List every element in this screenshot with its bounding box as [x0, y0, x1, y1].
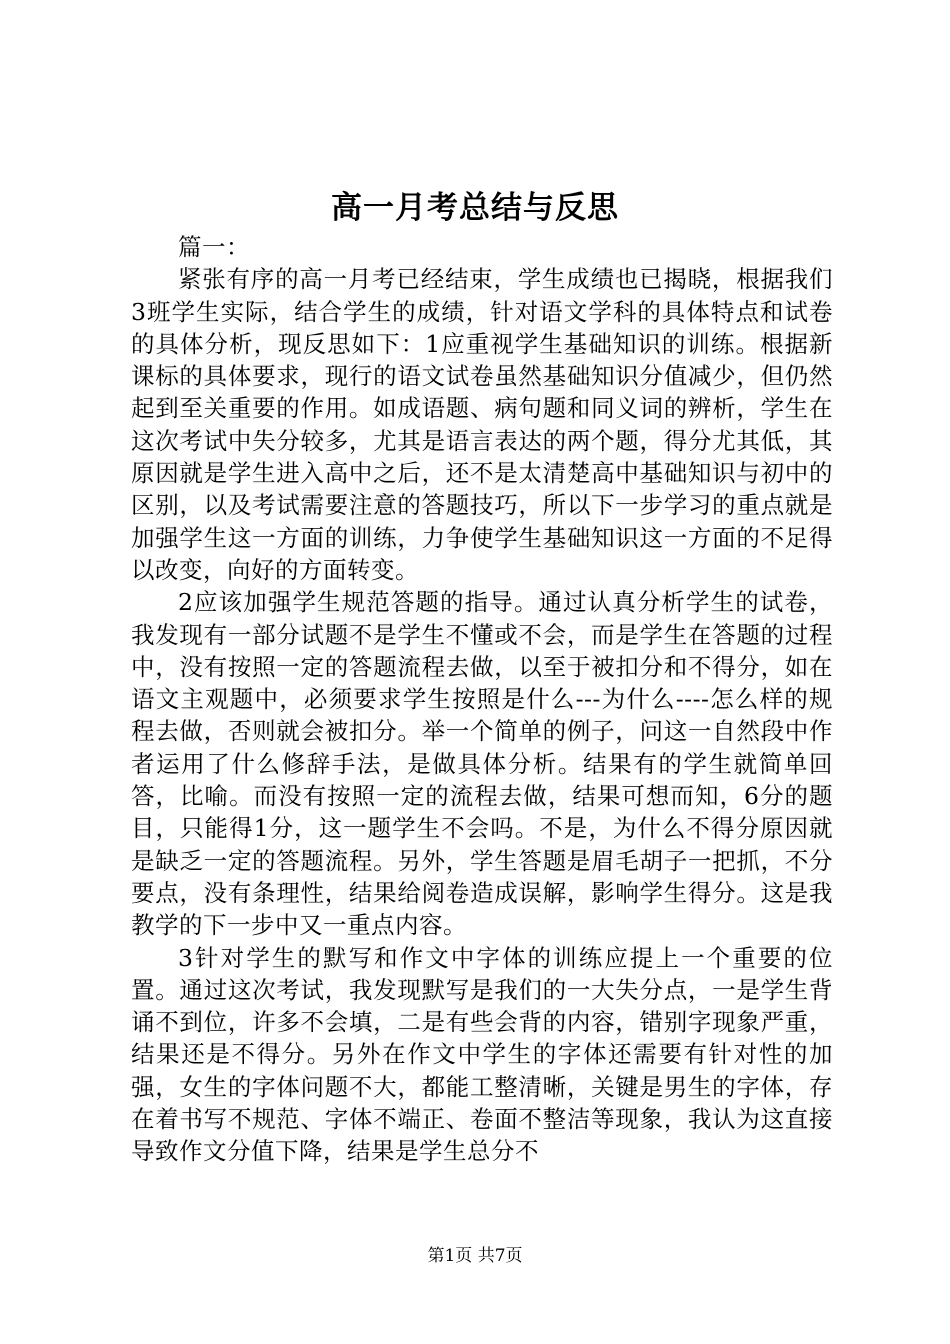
paragraph-point-3: 3针对学生的默写和作文中字体的训练应提上一个重要的位置。通过这次考试，我发现默写是我们的一大失分点，一是学生背诵不到位，许多不会填，二是有些会背的内容，错别字现象严重，结果还是不得分。另外在作文中学生的字体还需要有针对性的加强，女生的字体问题不大，都能工整清晰，关键是男生的字体，存在着书写不规范、字体不端正、卷面不整洁等现象，我认为这直接导致作文分值下降，结果是学生总分不 — [131, 943, 833, 1166]
page-footer: 第1页 共7页 — [427, 1246, 523, 1266]
paragraph-section-label: 篇一： — [178, 233, 250, 261]
paragraph-intro-point-1: 紧张有序的高一月考已经结束，学生成绩也已揭晓，根据我们3班学生实际，结合学生的成绩，针对语文学科的具体特点和试卷的具体分析，现反思如下：1应重视学生基础知识的训练。根据新课标的具体要求，现行的语文试卷虽然基础知识分值减少，但仍然起到至关重要的作用。如成语题、病句题和同义词的辨析，学生在这次考试中失分较多，尤其是语言表达的两个题，得分尤其低，其原因就是学生进入高中之后，还不是太清楚高中基础知识与初中的区别，以及考试需要注意的答题技巧，所以下一步学习的重点就是加强学生这一方面的训练，力争使学生基础知识这一方面的不足得以改变，向好的方面转变。 — [131, 265, 833, 584]
document-title: 高一月考总结与反思 — [331, 190, 619, 226]
paragraph-point-2: 2应该加强学生规范答题的指导。通过认真分析学生的试卷，我发现有一部分试题不是学生不懂或不会，而是学生在答题的过程中，没有按照一定的答题流程去做，以至于被扣分和不得分，如在语文主观题中，必须要求学生按照是什么---为什么----怎么样的规程去做，否则就会被扣分。举一个简单的例子，问这一自然段中作者运用了什么修辞手法，是做具体分析。结果有的学生就简单回答，比喻。而没有按照一定的流程去做，结果可想而知，6分的题目，只能得1分，这一题学生不会吗。不是，为什么不得分原因就是缺乏一定的答题流程。另外，学生答题是眉毛胡子一把抓，不分要点，没有条理性，结果给阅卷造成误解，影响学生得分。这是我教学的下一步中又一重点内容。 — [131, 588, 833, 940]
document-body — [131, 231, 833, 1168]
